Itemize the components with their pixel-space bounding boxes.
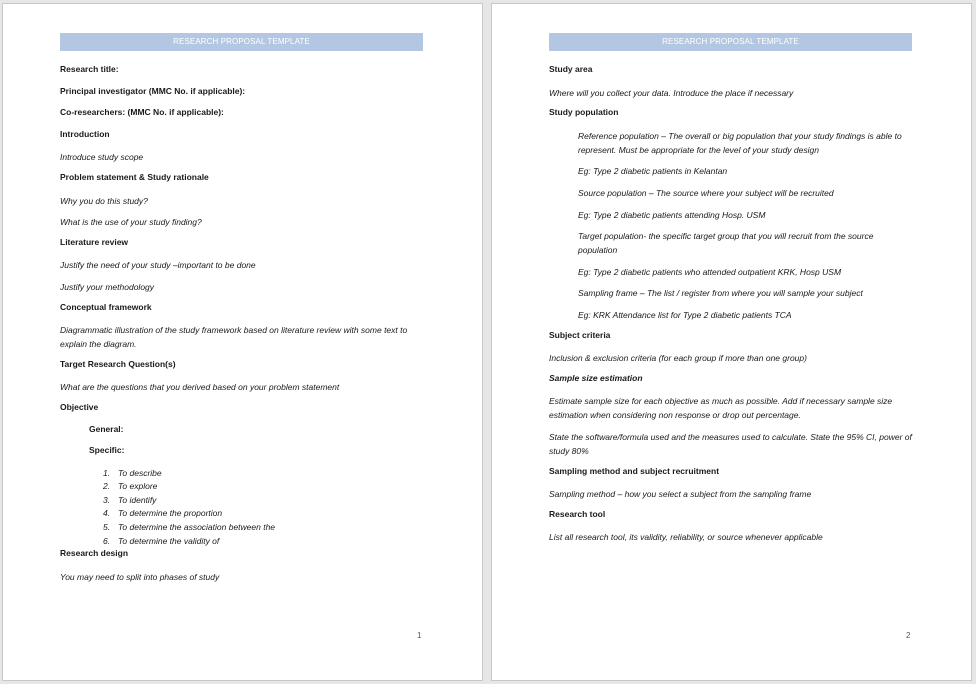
objective-heading: Objective	[60, 401, 99, 412]
sampling-frame-example: Eg: KRK Attendance list for Type 2 diabetic patients TCA	[578, 309, 792, 320]
page-2-content	[549, 64, 914, 544]
conceptual-framework-heading: Conceptual framework	[60, 301, 152, 312]
sampling-method-text: Sampling method – how you select a subject from the sampling frame	[549, 489, 812, 500]
sample-size-text-1: Estimate sample size for each objective as much as possible. Add if necessary sample size estimation when considering non response or drop out percentage.	[549, 396, 893, 421]
list-item-text: To explore	[118, 481, 158, 492]
research-title-label: Research title:	[60, 64, 119, 74]
principal-investigator-label: Principal investigator (MMC No. if applicable):	[60, 85, 246, 96]
list-item-text: To describe	[118, 467, 162, 478]
list-item-text: To determine the association between the	[118, 522, 276, 533]
list-item-number: 5.	[103, 522, 111, 533]
page-number: 2	[906, 631, 911, 640]
list-item	[60, 480, 425, 494]
reference-population-text: Reference population – The overall or big population that your study findings is able to represent. Must be appropriate for the level of your study design	[578, 130, 902, 155]
list-item	[60, 507, 425, 521]
specific-objectives-list	[60, 467, 425, 549]
document-page-1	[3, 4, 482, 680]
subject-criteria-heading: Subject criteria	[549, 329, 611, 340]
objective-specific-label: Specific:	[89, 445, 125, 456]
research-design-text: You may need to split into phases of study	[60, 571, 220, 582]
list-item	[60, 535, 425, 549]
page-number: 1	[417, 631, 422, 640]
objective-general-label: General:	[89, 423, 124, 434]
research-tool-heading: Research tool	[549, 508, 606, 519]
list-item-text: To determine the proportion	[118, 508, 223, 519]
list-item-number: 1.	[103, 467, 111, 478]
source-population-text: Source population – The source where your subject will be recruited	[578, 187, 834, 198]
list-item-number: 3.	[103, 494, 111, 505]
sample-size-text-2: State the software/formula used and the measures used to calculate. State the 95% CI, power of study 80%	[549, 431, 912, 456]
problem-statement-line-2: What is the use of your study finding?	[60, 217, 202, 228]
page-1-banner: RESEARCH PROPOSAL TEMPLATE	[60, 33, 423, 51]
target-population-example: Eg: Type 2 diabetic patients who attended outpatient KRK, Hosp USM	[578, 266, 842, 277]
sampling-method-heading: Sampling method and subject recruitment	[549, 465, 720, 476]
literature-review-line-1: Justify the need of your study –important to be done	[60, 260, 256, 271]
list-item	[60, 467, 425, 481]
source-population-example: Eg: Type 2 diabetic patients attending Hosp. USM	[578, 209, 766, 220]
list-item-number: 4.	[103, 508, 111, 519]
literature-review-heading: Literature review	[60, 236, 129, 247]
sample-size-heading: Sample size estimation	[549, 372, 643, 383]
reference-population-example: Eg: Type 2 diabetic patients in Kelantan	[578, 166, 728, 177]
page-1-content	[60, 64, 425, 584]
problem-statement-line-1: Why you do this study?	[60, 195, 148, 206]
study-area-text: Where will you collect your data. Introduce the place if necessary	[549, 87, 794, 98]
list-item-text: To determine the validity of	[118, 535, 220, 546]
introduction-heading: Introduction	[60, 128, 110, 139]
document-page-2	[492, 4, 971, 680]
target-population-text: Target population- the specific target group that you will recruit from the source population	[578, 231, 874, 256]
research-design-heading: Research design	[60, 548, 129, 559]
co-researchers-label: Co-researchers: (MMC No. if applicable):	[60, 107, 224, 118]
target-questions-heading: Target Research Question(s)	[60, 358, 176, 369]
problem-statement-heading: Problem statement & Study rationale	[60, 171, 209, 182]
subject-criteria-text: Inclusion & exclusion criteria (for each group if more than one group)	[549, 353, 807, 364]
study-area-heading: Study area	[549, 64, 593, 74]
list-item-text: To identify	[118, 494, 157, 505]
conceptual-framework-text: Diagrammatic illustration of the study framework based on literature review with some text to explain the diagram.	[60, 325, 408, 350]
list-item-number: 2.	[103, 481, 111, 492]
list-item	[60, 494, 425, 508]
target-questions-text: What are the questions that you derived based on your problem statement	[60, 382, 340, 393]
page-2-banner: RESEARCH PROPOSAL TEMPLATE	[549, 33, 912, 51]
research-tool-text: List all research tool, its validity, reliability, or source whenever applicable	[549, 532, 823, 543]
literature-review-line-2: Justify your methodology	[60, 281, 155, 292]
introduction-text: Introduce study scope	[60, 152, 144, 163]
sampling-frame-text: Sampling frame – The list / register from where you will sample your subject	[578, 288, 863, 299]
list-item	[60, 521, 425, 535]
study-population-heading: Study population	[549, 107, 619, 118]
list-item-number: 6.	[103, 535, 111, 546]
